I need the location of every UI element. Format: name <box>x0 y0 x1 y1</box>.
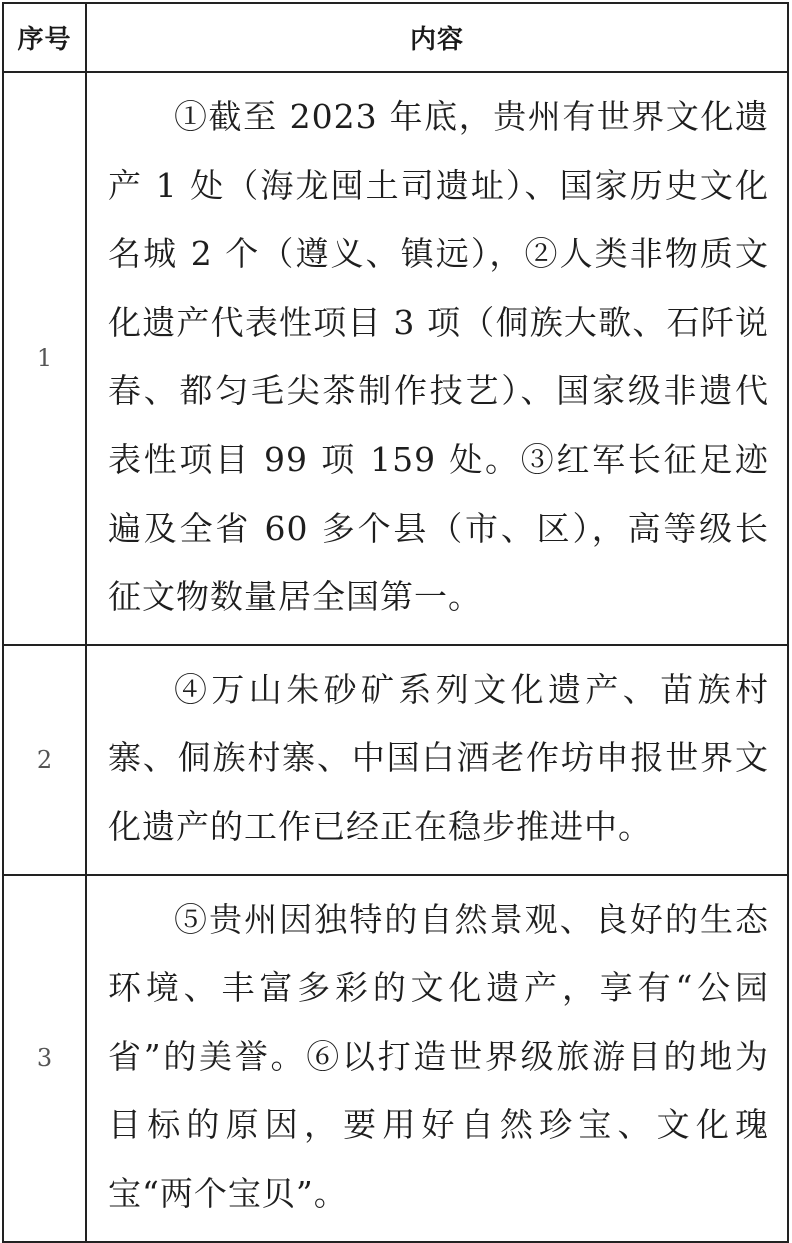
row-content <box>86 875 788 1242</box>
row-number: 3 <box>3 875 86 1242</box>
row-text: ⑤贵州因独特的自然景观、良好的生态环境、丰富多彩的文化遗产，享有“公园省”的美誉。⑥以打造世界级旅游目的地为目标的原因，要用好自然珍宝、文化瑰宝“两个宝贝”。 <box>108 899 769 1213</box>
row-text: ④万山朱砂矿系列文化遗产、苗族村寨、侗族村寨、中国白酒老作坊申报世界文化遗产的工作已经正在稳步推进中。 <box>108 669 769 846</box>
row-number: 1 <box>3 72 86 645</box>
header-number: 序号 <box>3 3 86 72</box>
row-number: 2 <box>3 645 86 875</box>
header-content: 内容 <box>86 3 788 72</box>
row-text: ①截至 2023 年底，贵州有世界文化遗产 1 处（海龙囤土司遗址）、国家历史文化名城 2 个（遵义、镇远），②人类非物质文化遗产代表性项目 3 项（侗族大歌、石阡说春、都匀毛尖茶制作技艺）、国家级非遗代表性项目 99 项 159 处。③红军长征足迹遍及全省 60 多个县（市、区），高等级长征文物数量居全国第一。 <box>108 97 769 617</box>
table-row <box>3 72 788 645</box>
content-table <box>2 2 789 1243</box>
header-row <box>3 3 788 72</box>
row-content <box>86 645 788 875</box>
table-row <box>3 875 788 1242</box>
row-content <box>86 72 788 645</box>
table-row <box>3 645 788 875</box>
